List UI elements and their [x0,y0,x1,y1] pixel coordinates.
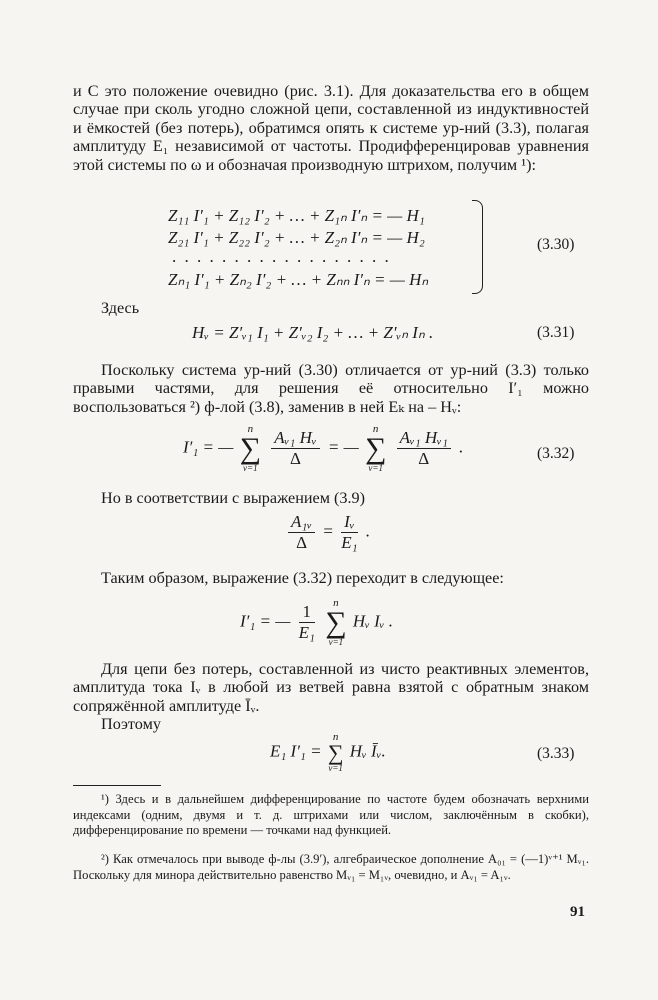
sum-operator-2: n ∑ ν=1 [364,423,387,473]
footnote-1: ¹) Здесь и в дальнейшем дифференцирование по частоте будем обозначать верхними индексами (одним, двумя и т. д. штрихами или числом, заключённым в скобки), дифференцирование по времени — точками над функцией. [73,792,589,838]
eq-330-row3: Zₙ₁ I′₁ + Zₙ₂ I′₂ + … + Zₙₙ I′ₙ = — Hₙ [168,270,429,289]
sum-3-top: n [333,597,339,609]
sum-operator-1: n ∑ ν=1 [239,423,262,473]
eq-330-dots: . . . . . . . . . . . . . . . . . . [172,247,391,266]
eq-39: $\frac{\text{A₁ᵥ}}{\Delta}$ = $\frac{\text{Iᵥ}}{\text{E₁}}$ . [284,512,370,553]
eq-39-num-left: A₁ᵥ [288,512,315,533]
eq-39-end: . [365,521,371,541]
eq-333-number: (3.33) [537,745,575,762]
eq-332-end: . [459,437,464,457]
sum-operator-4: n ∑ ν=1 [327,731,344,773]
footnote-divider [73,785,161,786]
eq-332-fraction-2 [397,428,451,469]
eq-332 [183,424,463,473]
sum-1-top: n [247,423,254,435]
eq-332-num2: Aᵥ₁ Hᵥ₁ [397,428,451,449]
sum-4-bottom: ν=1 [328,763,343,773]
sum-1-bottom: ν=1 [243,463,258,473]
paragraph-2: Поскольку система ур-ний (3.30) отличается от ур-ний (3.3) только правыми частями, для решения её относительно I′₁ можно воспользоваться ²) ф-лой (3.8), заменив в ней Eₖ на – Hᵥ: [73,361,589,416]
eq-333-rhs: Hᵥ Īᵥ. [349,741,386,761]
footnote-2: ²) Как отмечалось при выводе ф-лы (3.9′), алгебраическое дополнение A₀₁ = (—1)ᵛ⁺¹ Mᵥ₁. Поскольку для минора действительно равенство Mᵥ₁ = M₁ᵥ, очевидно, и Aᵥ₁ = A₁ᵥ. [73,852,589,882]
eq-333-lhs: E₁ I′₁ = [270,741,322,761]
paragraph-4: Таким образом, выражение (3.32) переходит в следующее: [101,569,504,587]
eq-mid-num: 1 [299,602,315,623]
eq-mid [240,598,393,647]
paragraph-3: Но в соответствии с выражением (3.9) [101,489,366,507]
sum-operator-3: n ∑ ν=1 [325,597,347,647]
eq-330-row2: Z₂₁ I′₁ + Z₂₂ I′₂ + … + Z₂ₙ I′ₙ = — H₂ [168,228,425,247]
eq-332-mid: = — [327,437,359,457]
eq-mid-rhs: Hᵥ Iᵥ . [352,611,394,631]
page-number: 91 [570,904,585,920]
here-label: Здесь [101,299,140,317]
paragraph-5: Для цепи без потерь, составленной из чисто реактивных элементов, амплитуда тока Iᵥ в любой из ветвей равна взятой с обратным знаком сопряжённой амплитуде Īᵥ. [73,660,589,715]
eq-332-den1: Δ [289,449,301,468]
eq-332-den2: Δ [418,449,430,468]
equation-brace [472,200,483,294]
eq-330-row1: Z₁₁ I′₁ + Z₁₂ I′₂ + … + Z₁ₙ I′ₙ = — H₁ [168,206,425,225]
eq-332-lhs: I′₁ = — [183,437,234,457]
eq-332-number: (3.32) [537,445,575,462]
sum-2-bottom: ν=1 [368,463,383,473]
sum-3-bottom: ν=1 [328,637,344,647]
eq-39-den-right: E₁ [341,533,358,552]
eq-332-fraction-1 [271,428,319,469]
eq-39-den-left: Δ [296,533,307,552]
eq-332-num1: Aᵥ₁ Hᵥ [271,428,319,449]
eq-mid-den: E₁ [298,623,315,642]
eq-331-number: (3.31) [537,324,575,341]
eq-39-num-right: Iᵥ [341,512,357,533]
intro-paragraph: и C это положение очевидно (рис. 3.1). Для доказательства его в общем случае при сколь угодно сложной цепи, составленной из индуктивностей и ёмкостей (без потерь), обратимся опять к системе ур-ний (3.3), полагая амплитуду E₁ независимой от частоты. Продифференцировав уравнения этой системы по ω и обозначая производную штрихом, получим ¹): [73,82,589,174]
eq-39-fraction-right [341,512,357,553]
eq-mid-lhs: I′₁ = — [240,611,291,631]
eq-331-formula: Hᵥ = Z′ᵥ₁ I₁ + Z′ᵥ₂ I₂ + … + Z′ᵥₙ Iₙ . [192,323,434,342]
eq-39-fraction-left [288,512,315,553]
eq-mid-fraction [299,602,315,643]
sum-4-top: n [332,731,339,743]
paragraph-6: Поэтому [101,715,161,733]
eq-333 [270,732,386,773]
eq-330-number: (3.30) [537,236,575,253]
sum-2-top: n [372,423,379,435]
